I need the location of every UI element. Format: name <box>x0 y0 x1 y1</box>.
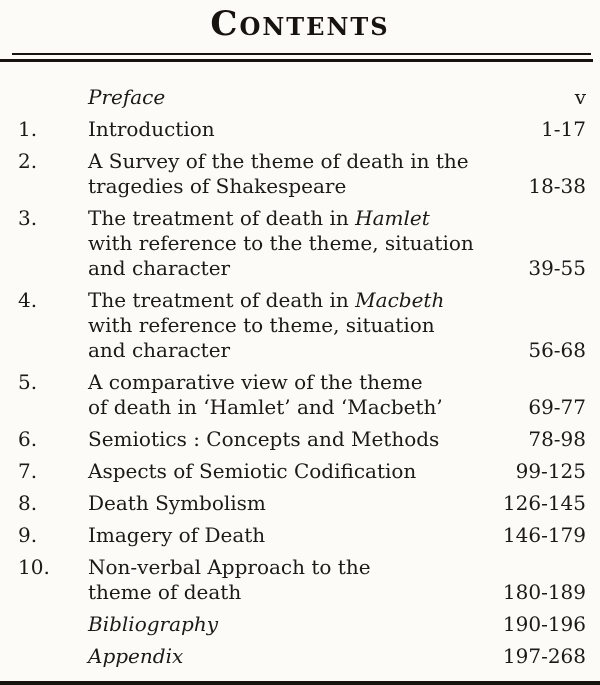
toc-entry-number: 3. <box>18 206 38 230</box>
toc-entry-title <box>88 206 494 281</box>
toc-entry-line: Death Symbolism <box>88 491 266 515</box>
toc-entry-line: Non-verbal Approach to the <box>88 555 371 579</box>
toc-entry-line: theme of death <box>88 580 242 604</box>
toc-entry-pages: 56-68 <box>528 338 586 362</box>
toc-entry-line: with reference to the theme, situation <box>88 231 474 255</box>
toc-entry-number: 7. <box>18 459 38 483</box>
toc-entry-number: 2. <box>18 149 38 173</box>
toc-entry <box>18 206 586 281</box>
toc-entry-line: Introduction <box>88 117 215 141</box>
toc-entry <box>18 117 586 142</box>
toc-entry <box>18 555 586 605</box>
toc-entry-title <box>88 612 494 637</box>
toc-entry-number: 1. <box>18 117 38 141</box>
toc-entry-number: 8. <box>18 491 38 515</box>
toc-entry-line: Bibliography <box>88 612 218 636</box>
toc-entry-title <box>88 491 494 516</box>
toc-entry-title <box>88 85 494 110</box>
toc-entry <box>18 370 586 420</box>
toc-entry-pages: 180-189 <box>502 580 586 604</box>
toc-entry-line: The treatment of death in Macbeth <box>88 288 445 312</box>
toc-entry <box>18 523 586 548</box>
toc-entry-title <box>88 149 494 199</box>
toc-entry-pages: 126-145 <box>502 491 586 515</box>
toc-entry-pages: 1-17 <box>541 117 586 141</box>
toc-entry-pages: 18-38 <box>528 174 586 198</box>
toc-entry-pages: 78-98 <box>528 427 586 451</box>
toc-entry-pages: 39-55 <box>528 256 586 280</box>
toc-entry-pages: 197-268 <box>502 644 586 668</box>
toc-entry-line: A Survey of the theme of death in the <box>88 149 469 173</box>
toc-entry-number: 6. <box>18 427 38 451</box>
toc-entry <box>18 288 586 363</box>
toc-entry <box>18 612 586 637</box>
toc-entry-title <box>88 555 494 605</box>
toc-entry-line: The treatment of death in Hamlet <box>88 206 430 230</box>
toc-entry-line: Appendix <box>88 644 184 668</box>
toc-entry-title <box>88 644 494 669</box>
toc-entry-title <box>88 427 494 452</box>
toc-entry <box>18 149 586 199</box>
toc-entry-number: 9. <box>18 523 38 547</box>
toc-entry <box>18 644 586 669</box>
toc-entry-number: 4. <box>18 288 38 312</box>
toc-entry-pages: v <box>574 85 586 109</box>
toc-entry <box>18 427 586 452</box>
toc-entry-list <box>0 62 600 669</box>
page-title: Contents <box>210 4 390 44</box>
toc-entry-title <box>88 288 494 363</box>
toc-entry-line: and character <box>88 338 231 362</box>
toc-entry <box>18 459 586 484</box>
toc-entry-number: 10. <box>18 555 50 579</box>
toc-entry-pages: 146-179 <box>502 523 586 547</box>
toc-entry-pages: 69-77 <box>528 395 586 419</box>
toc-entry-pages: 190-196 <box>502 612 586 636</box>
toc-entry-line: and character <box>88 256 231 280</box>
toc-entry-title <box>88 523 494 548</box>
toc-entry <box>18 491 586 516</box>
toc-entry <box>18 85 586 110</box>
toc-entry-line: with reference to theme, situation <box>88 313 435 337</box>
toc-entry-title <box>88 370 494 420</box>
toc-entry-title <box>88 117 494 142</box>
toc-entry-line: tragedies of Shakespeare <box>88 174 347 198</box>
toc-entry-line: Semiotics : Concepts and Methods <box>88 427 440 451</box>
toc-entry-line: of death in ‘Hamlet’ and ‘Macbeth’ <box>88 395 443 419</box>
toc-entry-line: A comparative view of the theme <box>88 370 423 394</box>
toc-entry-number: 5. <box>18 370 38 394</box>
toc-entry-line: Preface <box>88 85 166 109</box>
toc-entry-pages: 99-125 <box>515 459 586 483</box>
toc-entry-line: Aspects of Semiotic Codification <box>88 459 417 483</box>
footer-rule <box>0 681 600 685</box>
header-rule-thin <box>12 53 591 55</box>
toc-entry-line: Imagery of Death <box>88 523 266 547</box>
toc-entry-title <box>88 459 494 484</box>
